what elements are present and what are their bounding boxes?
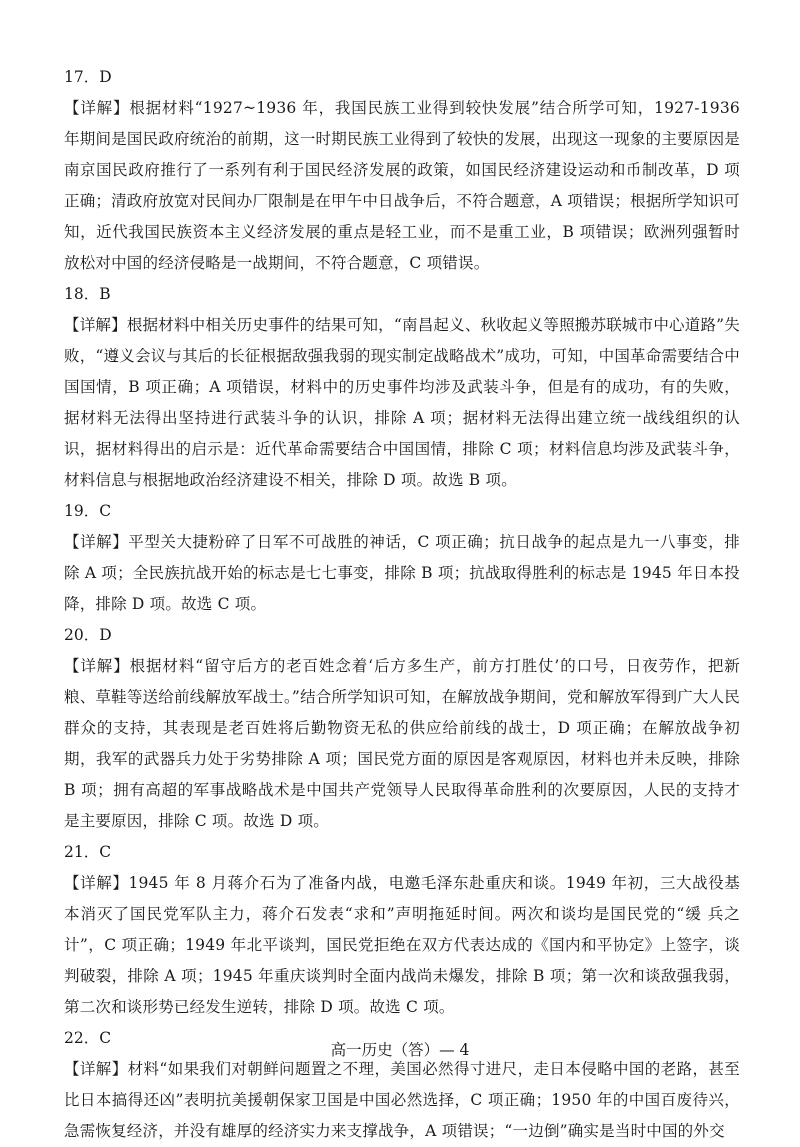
question-18 bbox=[64, 279, 740, 496]
question-explanation bbox=[64, 93, 740, 279]
explanation-tag: 【详解】 bbox=[64, 1060, 128, 1078]
explanation-text: 材料“如果我们对朝鲜问题置之不理，美国必然得寸进尺，走日本侵略中国的老路，甚至比日本搞得还凶”表明抗美援朝保家卫国是中国必然选择，C 项正确；1950 年的中国百废待兴，急需恢复经济，并没有雄厚的经济实力来支撑战争，A 项错误；“一边倒”确实是当时中国的外交 bbox=[64, 1060, 740, 1140]
question-number: 20．D bbox=[64, 626, 112, 644]
question-number: 19．C bbox=[64, 502, 112, 520]
question-number: 21．C bbox=[64, 843, 112, 861]
question-19 bbox=[64, 496, 740, 620]
question-17 bbox=[64, 62, 740, 279]
page-footer: 高一历史（答）— 4 bbox=[330, 1041, 470, 1059]
question-explanation bbox=[64, 1054, 740, 1147]
question-20 bbox=[64, 620, 740, 837]
answer-page bbox=[64, 62, 740, 1147]
question-explanation bbox=[64, 527, 740, 620]
question-21 bbox=[64, 837, 740, 1023]
explanation-text: 1945 年 8 月蒋介石为了准备内战，电邀毛泽东赴重庆和谈。1949 年初，三大战役基 本消灭了国民党军队主力，蒋介石发表“求和”声明拖延时间。两次和谈均是国民党的“缓 兵之计”，C 项正确；1949 年北平谈判，国民党拒绝在双方代表达成的《国内和平协定》上签字，谈判破裂，排除 A 项；1945 年重庆谈判时全面内战尚未爆发，排除 B 项；第一次和谈敌强我弱，第二次和谈形势已经发生逆转，排除 D 项。故选 C 项。 bbox=[64, 874, 741, 1016]
question-number: 18．B bbox=[64, 285, 111, 303]
explanation-tag: 【详解】 bbox=[64, 533, 129, 551]
explanation-tag: 【详解】 bbox=[64, 316, 127, 334]
explanation-tag: 【详解】 bbox=[64, 99, 130, 117]
explanation-tag: 【详解】 bbox=[64, 874, 129, 892]
explanation-tag: 【详解】 bbox=[64, 657, 130, 675]
explanation-text: 根据材料“1927~1936 年，我国民族工业得到较快发展”结合所学可知，1927-1936 年期间是国民政府统治的前期，这一时期民族工业得到了较快的发展，出现这一现象的主要原因是南京国民政府推行了一系列有利于国民经济发展的政策，如国民经济建设运动和币制改革，D 项正确；清政府放宽对民间办厂限制是在甲午中日战争后，不符合题意，A 项错误；根据所学知识可知，近代我国民族资本主义经济发展的重点是轻工业，而不是重工业，B 项错误；欧洲列强暂时放松对中国的经济侵略是一战期间，不符合题意，C 项错误。 bbox=[64, 99, 740, 272]
question-number: 17．D bbox=[64, 68, 112, 86]
explanation-text: 平型关大捷粉碎了日军不可战胜的神话，C 项正确；抗日战争的起点是九一八事变，排除 A 项；全民族抗战开始的标志是七七事变，排除 B 项；抗战取得胜利的标志是 1945 年日本投降，排除 D 项。故选 C 项。 bbox=[64, 533, 740, 613]
question-explanation bbox=[64, 868, 740, 1023]
explanation-text: 根据材料“留守后方的老百姓念着‘后方多生产，前方打胜仗’的口号，日夜劳作，把新粮、草鞋等送给前线解放军战士。”结合所学知识可知，在解放战争期间，党和解放军得到广大人民群众的支持，其表现是老百姓将后勤物资无私的供应给前线的战士，D 项正确；在解放战争初期，我军的武器兵力处于劣势排除 A 项；国民党方面的原因是客观原因，材料也并未反映，排除 B 项；拥有高超的军事战略战术是中国共产党领导人民取得革命胜利的次要原因，人民的支持才是主要原因，排除 C 项。故选 D 项。 bbox=[64, 657, 740, 830]
question-explanation bbox=[64, 651, 740, 837]
question-number: 22．C bbox=[64, 1029, 112, 1047]
question-explanation bbox=[64, 310, 740, 496]
explanation-text: 根据材料中相关历史事件的结果可知，“南昌起义、秋收起义等照搬苏联城市中心道路”失败，“遵义会议与其后的长征根据敌强我弱的现实制定战略战术”成功，可知，中国革命需要结合中国国情，B 项正确；A 项错误，材料中的历史事件均涉及武装斗争，但是有的成功，有的失败，据材料无法得出坚持进行武装斗争的认识，排除 A 项；据材料无法得出建立统一战线组织的认识，据材料得出的启示是：近代革命需要结合中国国情，排除 C 项；材料信息均涉及武装斗争，材料信息与根据地政治经济建设不相关，排除 D 项。故选 B 项。 bbox=[64, 316, 740, 489]
